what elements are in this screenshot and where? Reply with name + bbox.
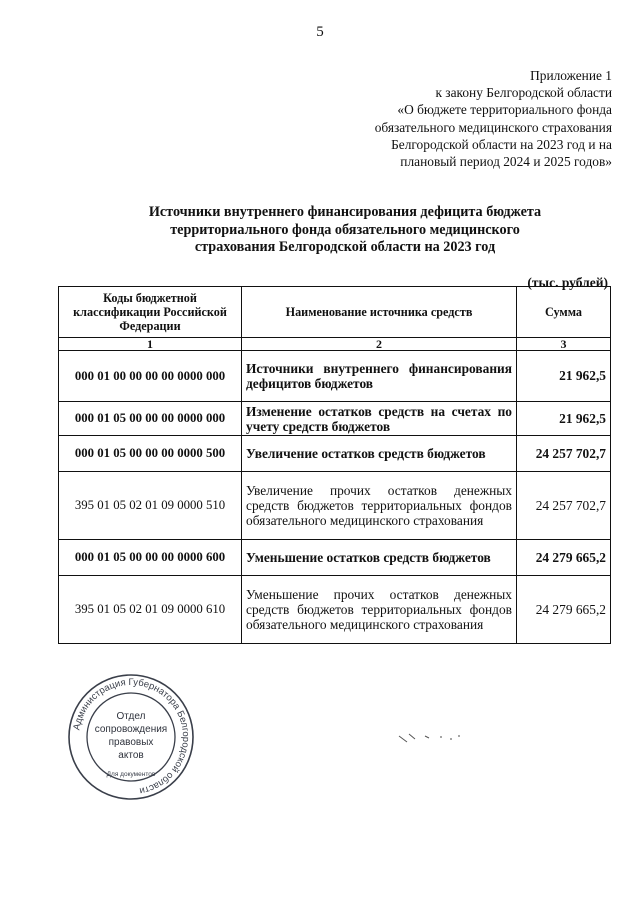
column-number: 2 (242, 338, 517, 351)
row-name: Источники внутреннего финансирования дефицитов бюджетов (242, 351, 517, 402)
header-name: Наименование источника средств (242, 287, 517, 338)
row-sum: 24 257 702,7 (517, 472, 611, 540)
table-row (59, 436, 611, 472)
title-line: территориального фонда обязательного медицинского (170, 221, 520, 238)
row-code: 000 01 05 00 00 00 0000 000 (59, 402, 242, 436)
header-sum: Сумма (517, 287, 611, 338)
row-name: Уменьшение остатков средств бюджетов (242, 540, 517, 576)
appendix-line: «О бюджете территориального фонда (397, 102, 612, 118)
appendix-line: Приложение 1 (530, 68, 612, 83)
row-code: 000 01 05 00 00 00 0000 600 (59, 540, 242, 576)
row-sum: 24 257 702,7 (517, 436, 611, 472)
table-row (59, 402, 611, 436)
appendix-line: к закону Белгородской области (435, 85, 612, 101)
row-code: 395 01 05 02 01 09 0000 610 (59, 576, 242, 644)
title-line: страхования Белгородской области на 2023 год (194, 239, 496, 255)
table-header-row (59, 287, 611, 338)
row-name: Изменение остатков средств на счетах по учету средств бюджетов (242, 402, 517, 436)
column-number-row (59, 338, 611, 351)
row-sum: 21 962,5 (517, 351, 611, 402)
column-number: 1 (59, 338, 242, 351)
table-row (59, 472, 611, 540)
row-code: 395 01 05 02 01 09 0000 510 (59, 472, 242, 540)
row-sum: 24 279 665,2 (517, 540, 611, 576)
stamp-outer-text: Администрация Губернатора Белгородской области (71, 676, 192, 797)
stamp-inner-line: Отдел (116, 711, 146, 722)
table-row (59, 351, 611, 402)
appendix-line: плановый период 2024 и 2025 годов» (400, 154, 612, 170)
row-name: Увеличение прочих остатков денежных средств бюджетов территориальных фондов обязательного медицинского страхования (242, 472, 517, 540)
row-name: Увеличение остатков средств бюджетов (242, 436, 517, 472)
page-number: 5 (316, 24, 324, 40)
official-stamp (66, 672, 196, 802)
units-label: (тыс. рублей) (527, 275, 608, 290)
column-number: 3 (517, 338, 611, 351)
title-line: Источники внутреннего финансирования дефицита бюджета (148, 204, 542, 220)
table-row (59, 540, 611, 576)
stamp-inner-line: актов (118, 750, 144, 761)
row-code: 000 01 05 00 00 00 0000 500 (59, 436, 242, 472)
row-name: Уменьшение прочих остатков денежных средств бюджетов территориальных фондов обязательного медицинского страхования (242, 576, 517, 644)
appendix-line: обязательного медицинского страхования (374, 119, 612, 135)
signature-marks (395, 724, 485, 748)
row-sum: 21 962,5 (517, 402, 611, 436)
document-title (90, 204, 600, 257)
header-codes: Коды бюджетной классификации Российской Федерации (59, 287, 242, 338)
sources-table (58, 286, 611, 644)
stamp-bottom-text: Для документов (106, 771, 156, 778)
row-code: 000 01 00 00 00 00 0000 000 (59, 351, 242, 402)
appendix-line: Белгородской области на 2023 год и на (391, 136, 612, 152)
appendix-block (312, 67, 612, 170)
table-row (59, 576, 611, 644)
row-sum: 24 279 665,2 (517, 576, 611, 644)
stamp-inner-line: сопровождения (94, 724, 168, 735)
stamp-inner-line: правовых (108, 737, 154, 748)
